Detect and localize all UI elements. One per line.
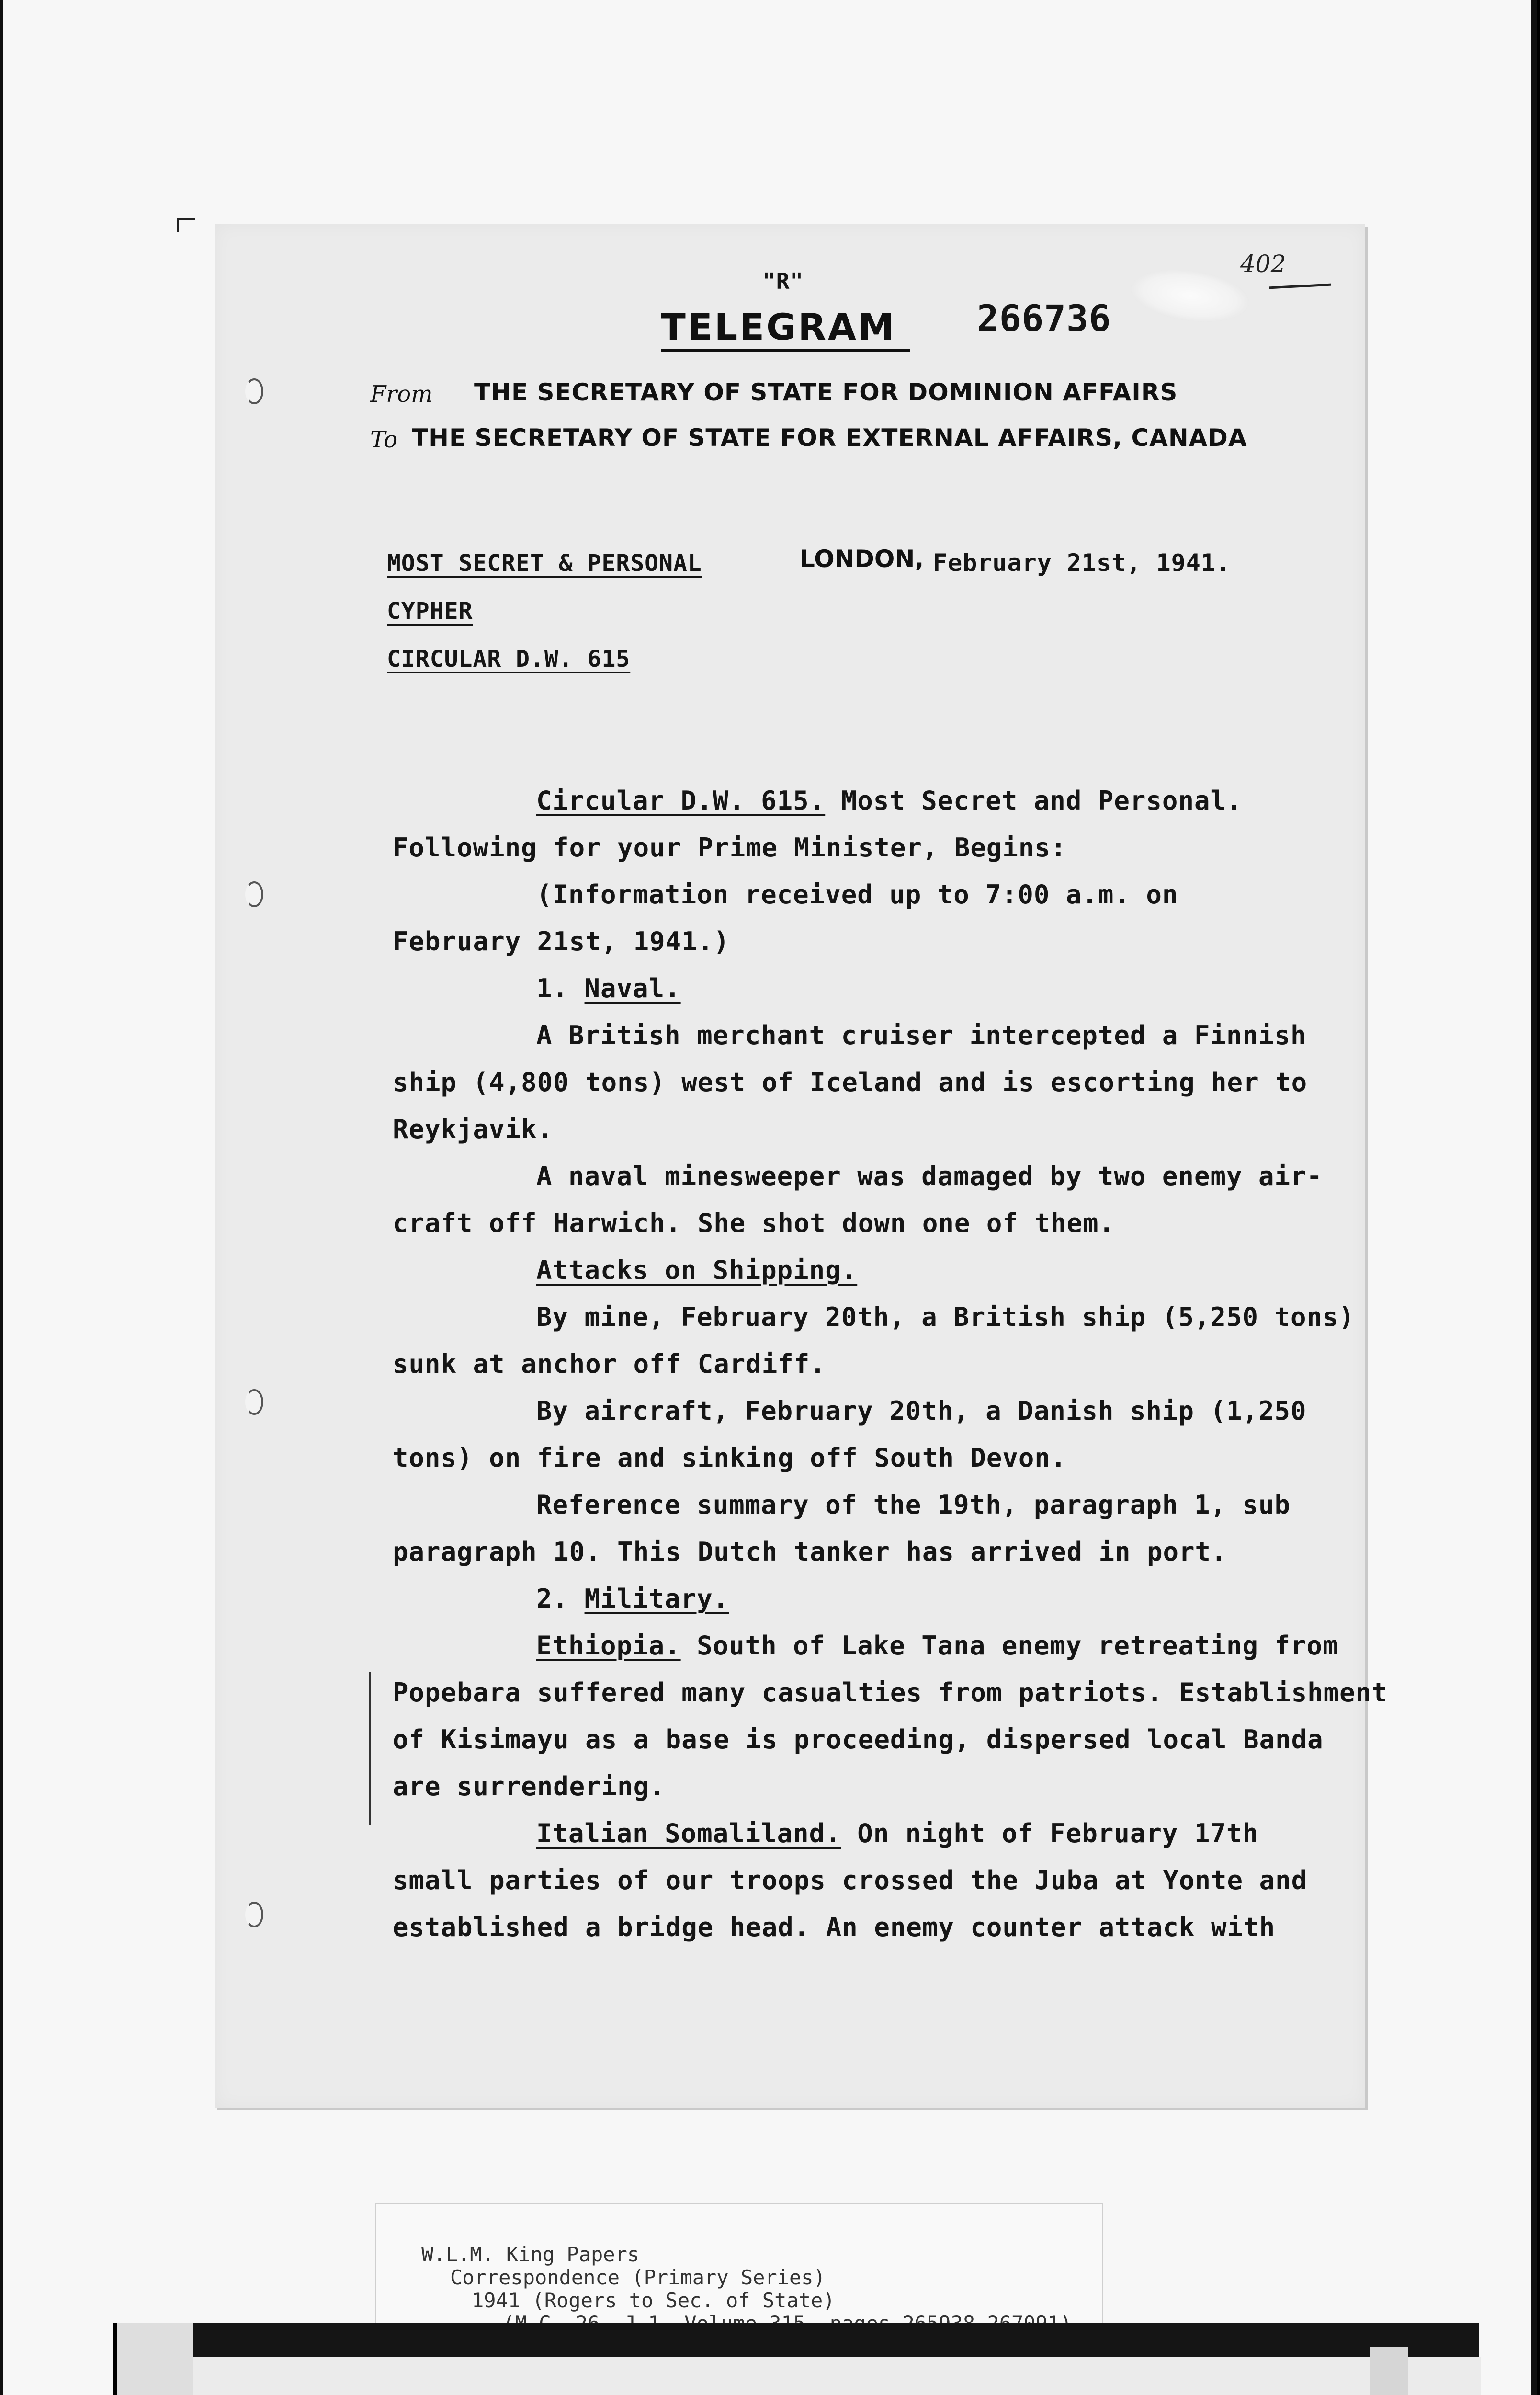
cypher-line: CYPHER bbox=[387, 598, 473, 625]
classification-mark: "R" bbox=[762, 268, 804, 294]
circular-ref-underlined: Circular D.W. 615. bbox=[536, 786, 826, 816]
label-line: Correspondence (Primary Series) bbox=[450, 2266, 826, 2289]
body-line: A naval minesweeper was damaged by two enemy air- bbox=[536, 1161, 1323, 1191]
from-label: From bbox=[370, 381, 433, 408]
body-line bbox=[536, 1631, 1339, 1661]
section-title: Naval. bbox=[584, 973, 681, 1004]
body-line: established a bridge head. An enemy counter attack with bbox=[393, 1912, 1276, 1942]
sender: THE SECRETARY OF STATE FOR DOMINION AFFAIRS bbox=[474, 378, 1178, 406]
margin-pencil-line bbox=[369, 1672, 371, 1825]
body-line: paragraph 10. This Dutch tanker has arrived in port. bbox=[393, 1537, 1227, 1567]
section-title: Military. bbox=[584, 1584, 729, 1614]
body-line: of Kisimayu as a base is proceeding, dispersed local Banda bbox=[393, 1724, 1324, 1755]
body-text: On night of February 17th bbox=[841, 1818, 1258, 1848]
region-heading-ethiopia: Ethiopia. bbox=[536, 1631, 681, 1661]
body-line bbox=[536, 786, 1242, 816]
section-heading-naval bbox=[536, 973, 681, 1004]
body-line: tons) on fire and sinking off South Devon. bbox=[393, 1443, 1067, 1473]
place: LONDON, bbox=[800, 545, 924, 573]
section-number: 2. bbox=[536, 1584, 585, 1614]
body-line: sunk at anchor off Cardiff. bbox=[393, 1349, 826, 1379]
body-line: ship (4,800 tons) west of Iceland and is escorting her to bbox=[393, 1067, 1308, 1097]
body-line: Reykjavik. bbox=[393, 1114, 554, 1144]
section-heading-military bbox=[536, 1584, 729, 1614]
body-text: Most Secret and Personal. bbox=[825, 786, 1243, 816]
punch-hole bbox=[245, 1389, 263, 1415]
handwritten-page-number: 402 bbox=[1240, 250, 1286, 278]
body-line: By mine, February 20th, a British ship (5,250 tons) bbox=[536, 1302, 1355, 1332]
body-line: Reference summary of the 19th, paragraph 1, sub bbox=[536, 1490, 1291, 1520]
label-line: W.L.M. King Papers bbox=[421, 2243, 640, 2266]
stamp-panel bbox=[188, 2357, 1481, 2395]
date: February 21st, 1941. bbox=[933, 549, 1231, 577]
punch-hole bbox=[245, 881, 263, 907]
body-line: are surrendering. bbox=[393, 1771, 666, 1802]
section-number: 1. bbox=[536, 973, 585, 1004]
title-underline bbox=[661, 349, 910, 352]
label-line: 1941 (Rogers to Sec. of State) bbox=[472, 2289, 835, 2312]
recipient: THE SECRETARY OF STATE FOR EXTERNAL AFFAIRS, CANADA bbox=[412, 424, 1247, 452]
scan-edge-left bbox=[0, 0, 3, 2395]
scan-edge-right-inner bbox=[1537, 0, 1540, 2395]
to-label: To bbox=[370, 426, 398, 453]
stamp-edge-right bbox=[1370, 2347, 1408, 2395]
body-text: South of Lake Tana enemy retreating from bbox=[680, 1631, 1339, 1661]
body-line: A British merchant cruiser intercepted a Finnish bbox=[536, 1020, 1307, 1050]
stamp-edge-left bbox=[113, 2323, 193, 2395]
telegram-title: TELEGRAM bbox=[661, 306, 896, 348]
corner-mark bbox=[177, 218, 195, 232]
body-line: (Information received up to 7:00 a.m. on bbox=[536, 879, 1178, 910]
region-heading-somaliland: Italian Somaliland. bbox=[536, 1818, 841, 1848]
punch-hole bbox=[245, 1902, 263, 1927]
punch-hole bbox=[245, 378, 263, 404]
body-line: By aircraft, February 20th, a Danish ship (1,250 bbox=[536, 1396, 1307, 1426]
body-line: Popebara suffered many casualties from patriots. Establishment bbox=[393, 1677, 1388, 1708]
security-classification: MOST SECRET & PERSONAL bbox=[387, 550, 702, 577]
circular-reference: CIRCULAR D.W. 615 bbox=[387, 646, 631, 673]
subsection-heading-shipping: Attacks on Shipping. bbox=[536, 1255, 858, 1285]
body-line bbox=[536, 1818, 1258, 1848]
body-line: Following for your Prime Minister, Begins: bbox=[393, 833, 1067, 863]
body-line: craft off Harwich. She shot down one of them. bbox=[393, 1208, 1115, 1238]
telegram-number: 266736 bbox=[977, 297, 1111, 340]
body-line: small parties of our troops crossed the Juba at Yonte and bbox=[393, 1865, 1308, 1895]
body-line: February 21st, 1941.) bbox=[393, 926, 730, 957]
